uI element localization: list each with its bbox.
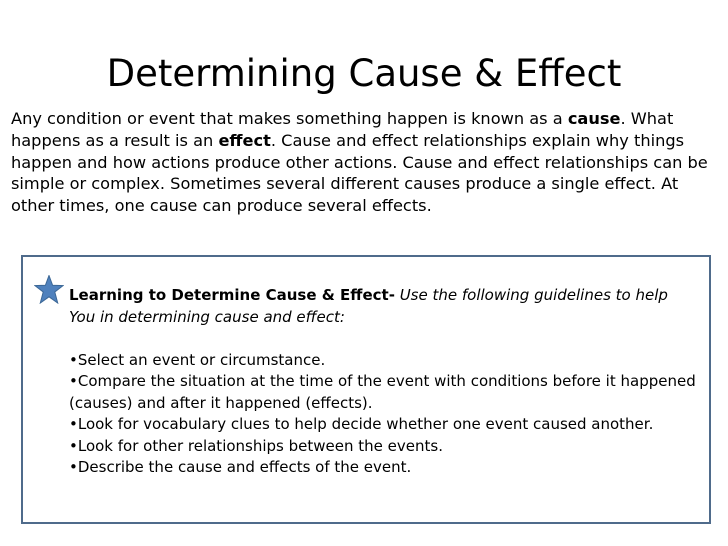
guideline-bullet [69,350,709,372]
guidelines-content [69,285,709,479]
intro-text-1: Any condition or event that makes something happen is known as a [11,109,568,128]
intro-term-effect: effect [218,130,271,150]
intro-term-cause: cause [567,109,621,128]
guidelines-subheading: You in determining cause and effect: [69,307,345,326]
intro-text-3: . Cause and effect relationships explain why things happen and how actions produce other actions. Cause and effect relationships can be simple or complex. Sometimes several different causes produce a single effect. At other times, one cause can produce several effects. [11,130,708,216]
star-icon [34,275,64,304]
guideline-text: Select an event or circumstance. [77,350,326,369]
guideline-bullet [69,414,709,436]
guideline-bullet [69,371,709,414]
intro-paragraph [11,108,723,217]
guideline-text: Describe the cause and effects of the event. [77,458,412,476]
guideline-bullet [69,457,709,479]
page-title: Determining Cause & Effect [106,52,622,95]
guideline-text: Look for vocabulary clues to help decide whether one event caused another. [77,415,654,433]
guideline-text: Look for other relationships between the events. [77,436,443,455]
guidelines-heading-bold: Learning to Determine Cause & Effect- [69,286,395,304]
intro-text-2: . What happens as a result is an [11,109,674,150]
guidelines-heading [69,285,709,307]
guideline-bullet [69,436,709,458]
guidelines-heading-italic: Use the following guidelines to help [394,286,668,304]
guideline-text: Compare the situation at the time of the event with conditions before it happened (causes) and after it happened (effects). [69,372,696,412]
